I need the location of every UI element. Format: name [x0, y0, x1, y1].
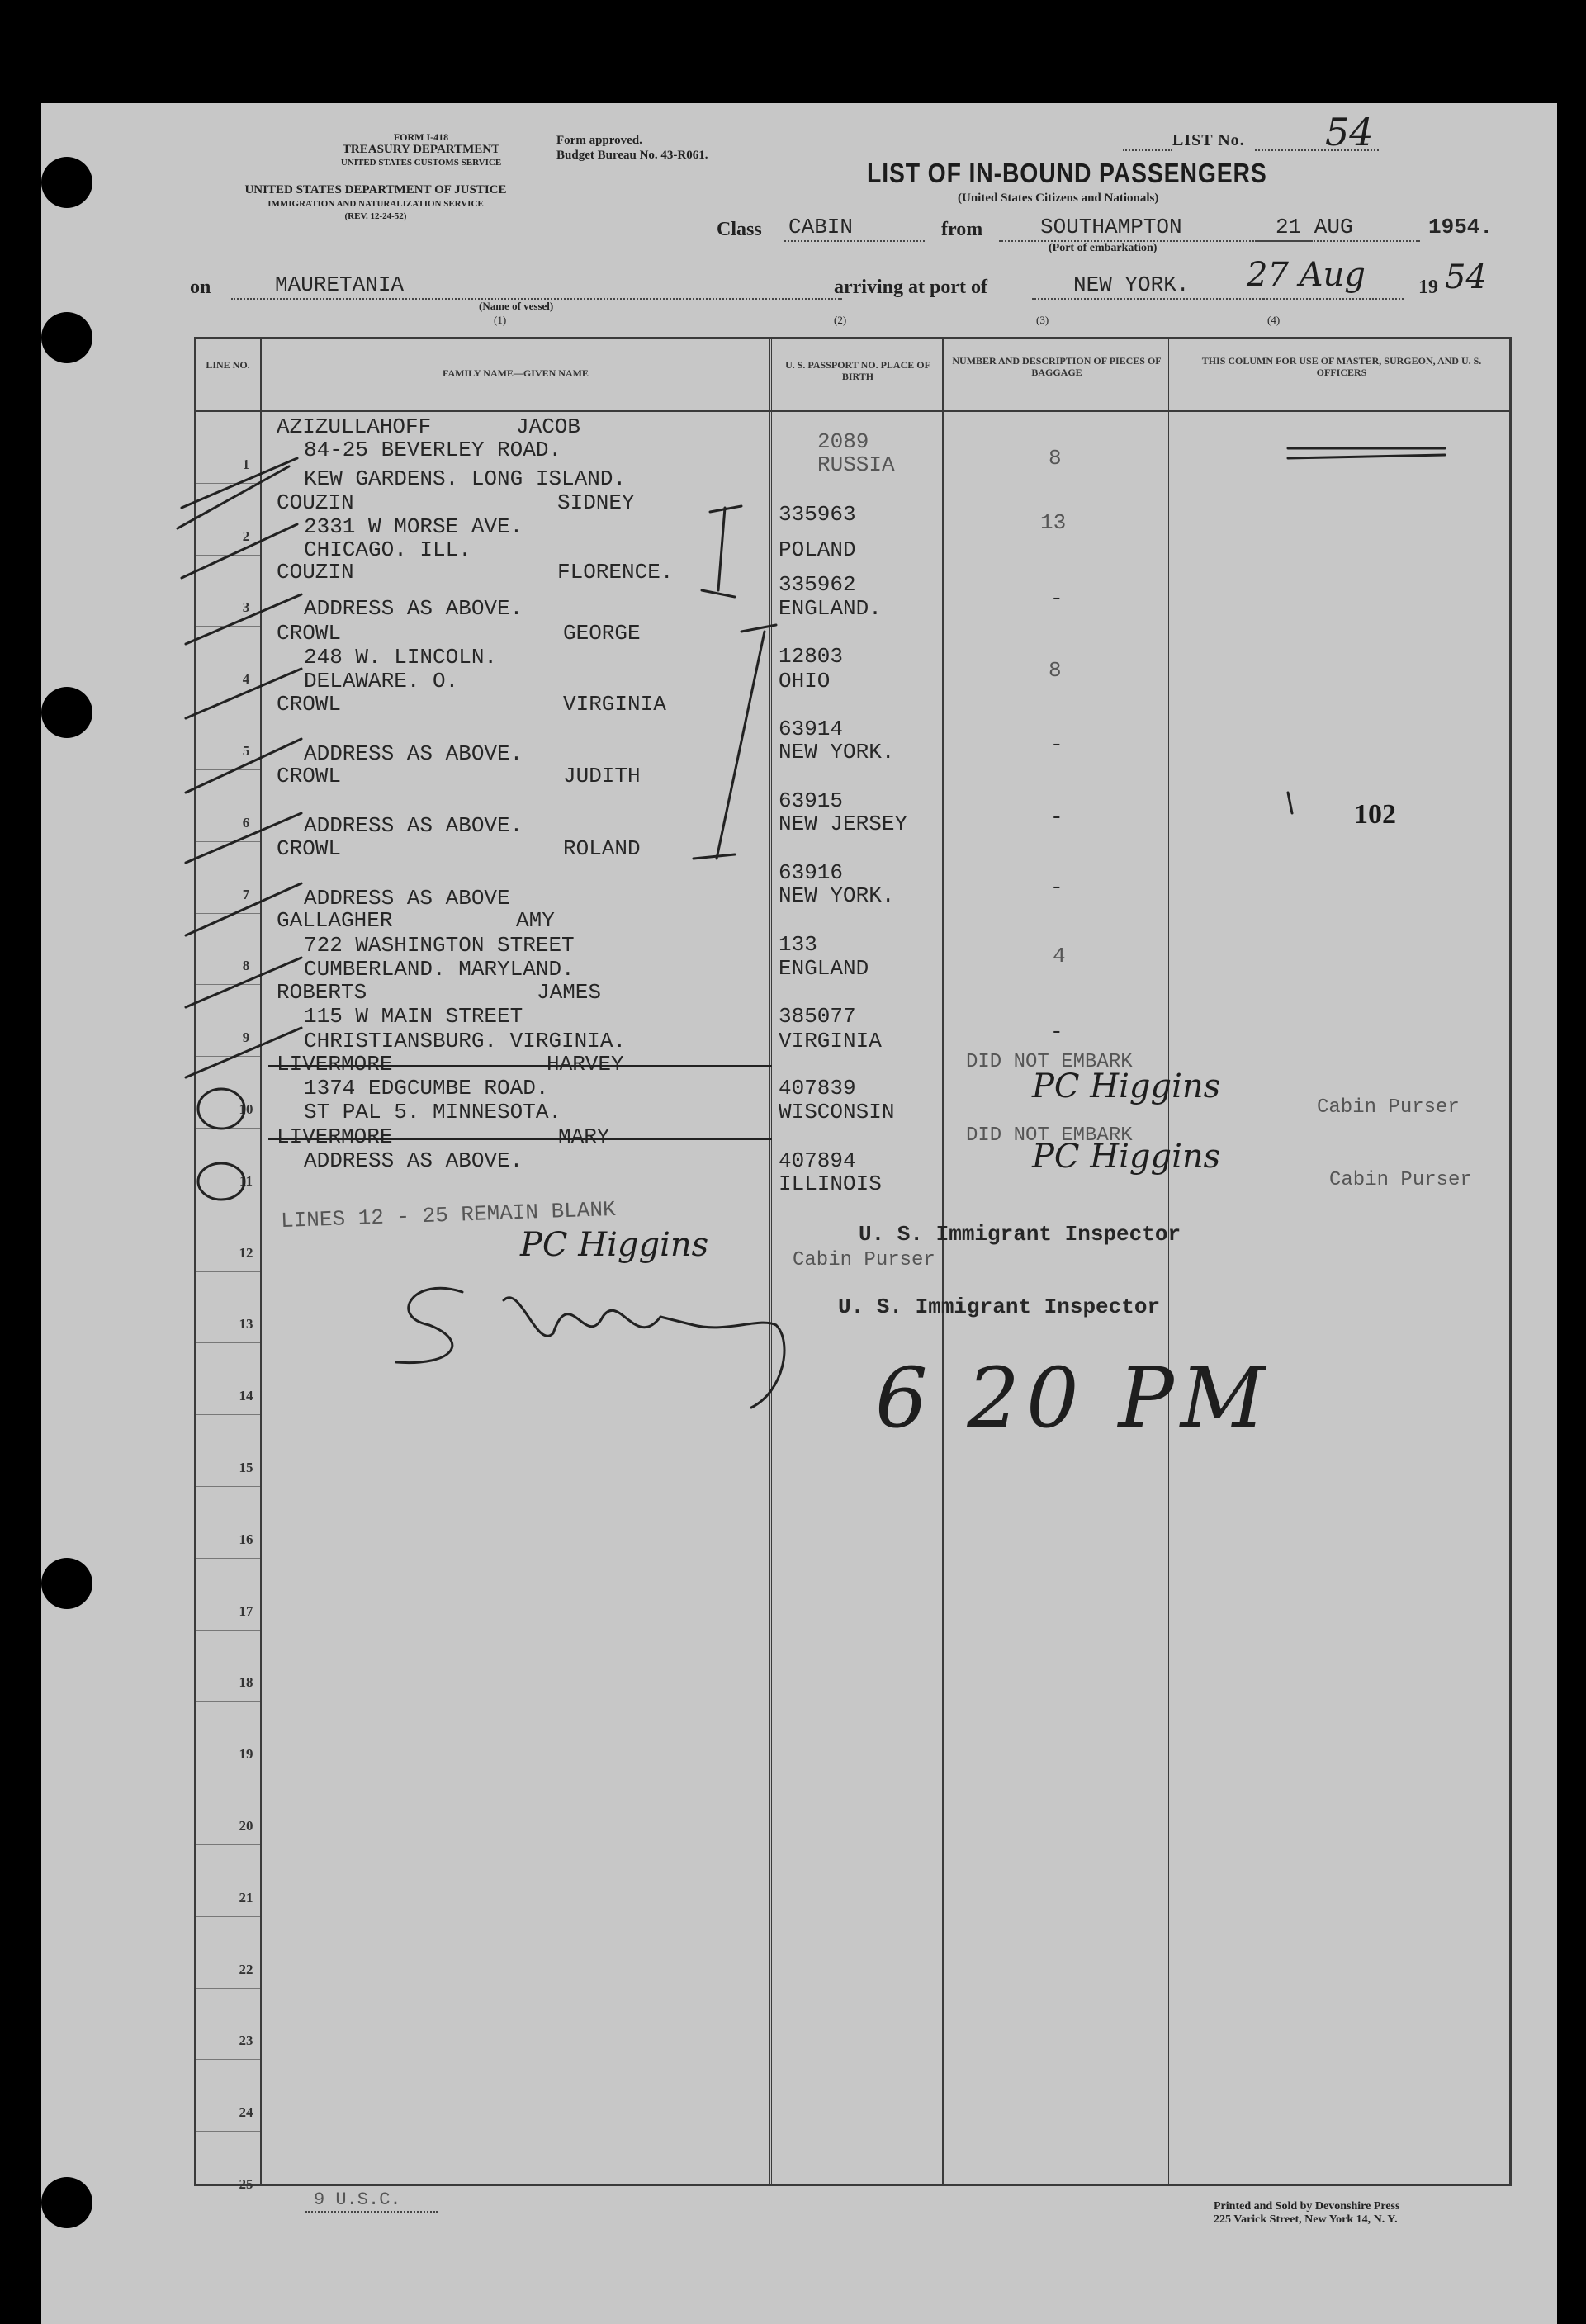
bracket-mark [717, 632, 765, 859]
header-name: FAMILY NAME—GIVEN NAME [443, 367, 589, 379]
cabin-purser-2: Cabin Purser [1329, 1169, 1472, 1191]
footer-code-line [305, 2211, 438, 2213]
rev-date: (REV. 12-24-52) [344, 211, 407, 221]
entry-7-addr: ADDRESS AS ABOVE [304, 886, 510, 911]
entry-9-pass-no: 385077 [779, 1004, 856, 1029]
entry-7-given: ROLAND [563, 836, 641, 861]
entry-4-family: CROWL [277, 621, 342, 646]
printer-line-2: 225 Varick Street, New York 14, N. Y. [1214, 2213, 1398, 2226]
entry-2-addr1: 2331 W MORSE AVE. [304, 514, 523, 539]
entry-11-birth: ILLINOIS [779, 1171, 882, 1196]
tick-mark [186, 958, 301, 1007]
officer-note: 102 [1354, 799, 1396, 830]
line-number: 6 [242, 814, 250, 831]
arrival-year: 54 [1445, 258, 1487, 296]
entry-8-addr1: 722 WASHINGTON STREET [304, 933, 575, 958]
form-number: FORM I-418 [393, 131, 449, 143]
entry-9-addr2: CHRISTIANSBURG. VIRGINIA. [304, 1029, 627, 1053]
entry-11-given: MARY [558, 1124, 610, 1149]
line-number: 23 [239, 2033, 253, 2049]
entry-9-addr1: 115 W MAIN STREET [304, 1004, 523, 1029]
budget-bureau: Budget Bureau No. 43-R061. [556, 149, 708, 162]
entry-1-birth: RUSSIA [817, 452, 895, 477]
line-number: 9 [242, 1029, 250, 1046]
entry-4-baggage: 8 [1049, 658, 1062, 683]
footer-code: 9 U.S.C. [314, 2189, 401, 2210]
tick-mark [186, 594, 301, 644]
inspector-signature [396, 1288, 784, 1408]
vessel-name: MAURETANIA [275, 272, 405, 297]
entry-2-addr2: CHICAGO. ILL. [304, 537, 471, 562]
line-number: 18 [239, 1674, 253, 1691]
arrival-port: NEW YORK. [1073, 272, 1190, 297]
entry-8-given: AMY [516, 908, 555, 933]
entry-4-birth: OHIO [779, 669, 831, 693]
manifest-subtitle: (United States Citizens and Nationals) [958, 192, 1159, 205]
col-num-3: (3) [1036, 314, 1049, 326]
line-number: 1 [242, 456, 250, 472]
entry-10-addr1: 1374 EDGCUMBE ROAD. [304, 1076, 549, 1100]
entry-3-baggage: - [1050, 586, 1063, 611]
did-not-embark-2: DID NOT EMBARK [966, 1124, 1133, 1147]
entry-5-pass-no: 63914 [779, 717, 844, 741]
treasury-department: TREASURY DEPARTMENT [342, 143, 500, 156]
entry-7-pass-no: 63916 [779, 860, 844, 885]
entry-1-family: AZIZULLAHOFF [277, 414, 432, 439]
tick-mark [186, 1028, 301, 1077]
entry-11-addr: ADDRESS AS ABOVE. [304, 1148, 523, 1173]
entry-6-family: CROWL [277, 764, 342, 788]
entry-6-baggage: - [1050, 805, 1063, 830]
entry-10-given: HARVEY [547, 1052, 624, 1077]
entry-3-birth: ENGLAND. [779, 596, 882, 621]
entry-7-baggage: - [1050, 875, 1063, 900]
customs-service: UNITED STATES CUSTOMS SERVICE [340, 158, 502, 168]
entry-4-given: GEORGE [563, 621, 641, 646]
entry-7-family: CROWL [277, 836, 342, 861]
header-passport: U. S. PASSPORT NO. PLACE OF BIRTH [785, 359, 930, 382]
tick-mark [182, 458, 297, 508]
purser-signature-3: PC Higgins [520, 1226, 709, 1264]
from-value: SOUTHAMPTON [1040, 215, 1182, 239]
entry-2-family: COUZIN [277, 490, 354, 515]
entry-6-pass-no: 63915 [779, 788, 844, 813]
line-number: 19 [239, 1746, 253, 1763]
entry-6-addr: ADDRESS AS ABOVE. [304, 813, 523, 838]
entry-11-family: LIVERMORE [277, 1124, 393, 1149]
from-label: from [941, 219, 983, 240]
entry-9-baggage: - [1050, 1020, 1063, 1044]
line-number: 5 [242, 743, 250, 759]
entry-1-addr1: 84-25 BEVERLEY ROAD. [304, 438, 562, 462]
bracket-mark [694, 854, 735, 859]
form-approved: Form approved. [556, 134, 642, 147]
line-number: 8 [242, 958, 250, 974]
line-number: 12 [239, 1244, 253, 1261]
line-number: 2 [242, 528, 250, 544]
entry-2-pass-no: 335963 [779, 502, 856, 527]
line-number: 20 [239, 1818, 253, 1834]
remain-blank-note: LINES 12 - 25 REMAIN BLANK [280, 1196, 617, 1234]
officer-tick [1288, 793, 1292, 813]
list-no-label: LIST No. [1172, 131, 1245, 149]
arrival-year-prefix: 19 [1418, 277, 1438, 298]
entry-10-pass-no: 407839 [779, 1076, 856, 1100]
class-label: Class [717, 219, 762, 240]
cabin-purser-1: Cabin Purser [1317, 1096, 1460, 1119]
inspector-line-2: U. S. Immigrant Inspector [838, 1295, 1161, 1319]
entry-8-addr2: CUMBERLAND. MARYLAND. [304, 957, 575, 982]
tick-mark [186, 669, 301, 718]
on-label: on [190, 277, 211, 298]
entry-2-birth: POLAND [779, 537, 856, 562]
list-no-value: 54 [1325, 110, 1374, 154]
entry-1-given: JACOB [516, 414, 581, 439]
entry-9-given: JAMES [537, 980, 602, 1005]
port-embark-caption: (Port of embarkation) [1049, 242, 1158, 254]
col-num-2: (2) [834, 314, 847, 326]
entry-5-family: CROWL [277, 692, 342, 717]
hand-marks [41, 103, 1557, 2324]
inspector-line-1: U. S. Immigrant Inspector [859, 1222, 1181, 1247]
entry-7-birth: NEW YORK. [779, 883, 895, 908]
entry-3-pass-no: 335962 [779, 572, 856, 597]
entry-1-baggage: 8 [1049, 446, 1062, 471]
entry-6-birth: NEW JERSEY [779, 812, 908, 836]
entry-9-birth: VIRGINIA [779, 1029, 882, 1053]
bracket-mark [718, 508, 725, 590]
entry-11-pass-no: 407894 [779, 1148, 856, 1173]
handwritten-time: 6 20 PM [875, 1350, 1272, 1446]
tick-mark [186, 739, 301, 793]
vessel-caption: (Name of vessel) [479, 300, 554, 312]
entry-1-addr2: KEW GARDENS. LONG ISLAND. [304, 466, 627, 491]
bracket-mark [741, 625, 776, 632]
manifest-title: LIST OF IN-BOUND PASSENGERS [867, 158, 1267, 188]
entry-10-addr2: ST PAL 5. MINNESOTA. [304, 1100, 562, 1124]
line-number: 24 [239, 2104, 253, 2121]
entry-4-addr1: 248 W. LINCOLN. [304, 645, 498, 670]
line-number: 21 [239, 1889, 253, 1905]
entry-4-addr2: DELAWARE. O. [304, 669, 459, 693]
line-number: 3 [242, 599, 250, 616]
entry-5-given: VIRGINIA [563, 692, 666, 717]
line-number: 4 [242, 671, 250, 688]
did-not-embark-1: DID NOT EMBARK [966, 1051, 1133, 1073]
entry-8-family: GALLAGHER [277, 908, 393, 933]
tick-mark [186, 813, 301, 863]
entry-6-given: JUDITH [563, 764, 641, 788]
class-value: CABIN [788, 215, 854, 239]
line-number: 16 [239, 1531, 253, 1547]
col-num-4: (4) [1267, 314, 1281, 326]
line-number: 22 [239, 1961, 253, 1977]
header-line-no: LINE NO. [206, 359, 250, 371]
line-circle [198, 1089, 244, 1129]
entry-2-baggage: 13 [1040, 510, 1067, 535]
entry-8-baggage: 4 [1053, 944, 1066, 968]
arrival-date: 27 Aug [1247, 256, 1366, 294]
line-number: 10 [239, 1101, 253, 1117]
line-circle [198, 1163, 244, 1200]
doj-title: UNITED STATES DEPARTMENT OF JUSTICE [244, 183, 507, 196]
tick-mark [186, 883, 301, 935]
line-number: 11 [239, 1172, 253, 1189]
header-baggage: NUMBER AND DESCRIPTION OF PIECES OF BAGGAGE [952, 355, 1162, 378]
tick-mark [182, 524, 297, 578]
entry-9-family: ROBERTS [277, 980, 367, 1005]
entry-3-given: FLORENCE. [557, 560, 674, 585]
line-number: 15 [239, 1460, 253, 1475]
purser-under-sign: Cabin Purser [793, 1249, 935, 1271]
line-number: 7 [242, 886, 250, 902]
entry-5-addr: ADDRESS AS ABOVE. [304, 741, 523, 766]
entry-3-addr: ADDRESS AS ABOVE. [304, 596, 523, 621]
entry-10-birth: WISCONSIN [779, 1100, 895, 1124]
departure-date: 21 AUG [1276, 215, 1353, 239]
printer-line-1: Printed and Sold by Devonshire Press [1214, 2200, 1400, 2213]
entry-8-pass-no: 133 [779, 932, 817, 957]
entry-3-family: COUZIN [277, 560, 354, 585]
entry-5-birth: NEW YORK. [779, 740, 895, 764]
line-number: 14 [239, 1388, 253, 1404]
ins-title: IMMIGRATION AND NATURALIZATION SERVICE [267, 199, 484, 209]
col-num-1: (1) [494, 314, 507, 326]
entry-8-birth: ENGLAND [779, 956, 869, 981]
purser-signature-2: PC Higgins [1032, 1138, 1221, 1176]
line-number: 17 [239, 1602, 253, 1619]
entry-5-baggage: - [1050, 732, 1063, 757]
tick-mark [178, 466, 289, 528]
departure-year: 1954. [1428, 215, 1494, 239]
purser-signature-1: PC Higgins [1032, 1067, 1221, 1105]
line-number: 13 [239, 1316, 253, 1332]
entry-2-given: SIDNEY [557, 490, 635, 515]
arriving-label: arriving at port of [834, 277, 987, 298]
entry-4-pass-no: 12803 [779, 644, 844, 669]
manifest-sheet [41, 103, 1557, 2324]
entry-10-family: LIVERMORE [277, 1052, 393, 1077]
entry-1-pass-no: 2089 [817, 429, 869, 454]
line-number: 25 [239, 2176, 253, 2192]
officer-lines [1288, 455, 1445, 458]
header-officers: THIS COLUMN FOR USE OF MASTER, SURGEON, AND U. S. OFFICERS [1201, 355, 1482, 378]
